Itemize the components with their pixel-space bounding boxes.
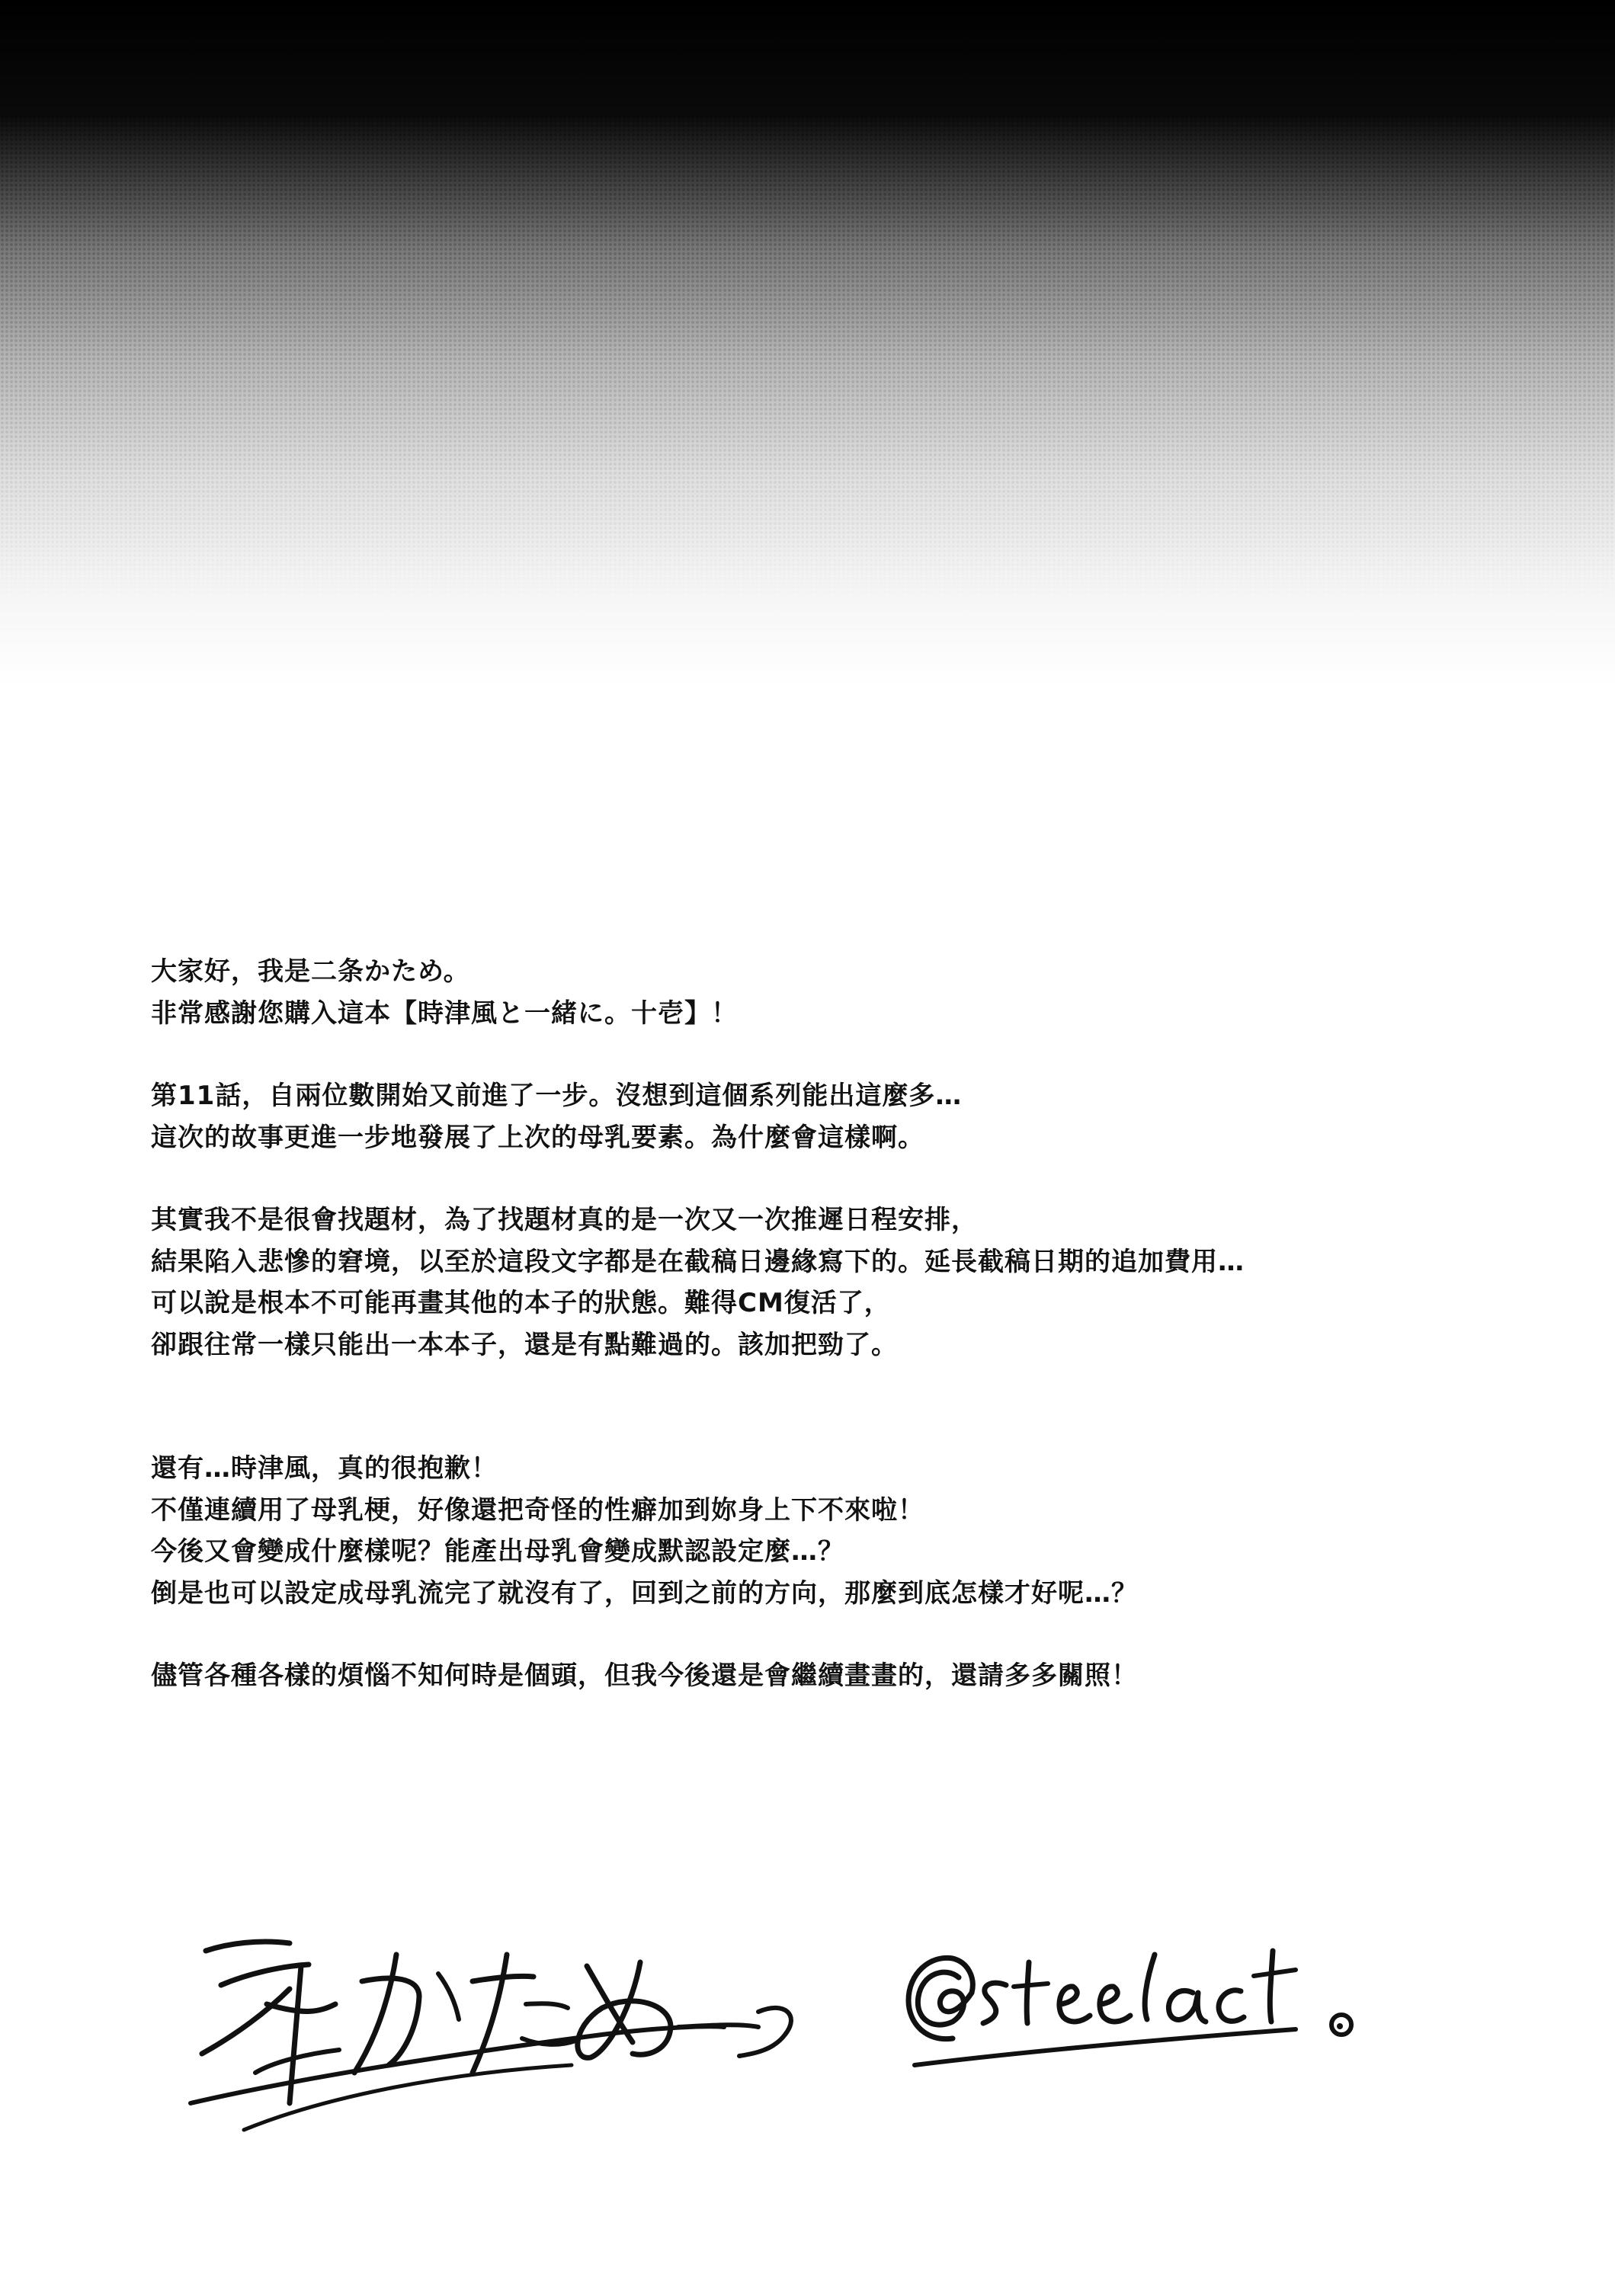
greeting-paragraph [151, 951, 1492, 1034]
text-line: 其實我不是很會找題材，為了找題材真的是一次又一次推遲日程安排， [151, 1205, 978, 1235]
text-line: 儘管各種各樣的煩惱不知何時是個頭，但我今後還是會繼續畫畫的，還請多多關照！ [151, 1660, 1138, 1691]
text-line: 今後又會變成什麼樣呢？能產出母乳會變成默認設定麼…？ [151, 1536, 844, 1567]
author-handle-signature [899, 1932, 1372, 2069]
paragraph-1 [151, 1075, 1492, 1158]
afterword-text [151, 951, 1492, 1697]
author-signature [175, 1920, 808, 2141]
text-line: 這次的故事更進一步地發展了上次的母乳要素。為什麼會這樣啊。 [151, 1122, 924, 1153]
text-line: 可以說是根本不可能再畫其他的本子的狀態。難得CM復活了， [151, 1288, 891, 1318]
text-line: 第11話，自兩位數開始又前進了一步。沒想到這個系列能出這麼多… [151, 1081, 963, 1111]
text-line: 非常感謝您購入這本【時津風と一緒に。十壱】！ [151, 997, 738, 1029]
paragraph-4 [151, 1655, 1492, 1697]
text-line: 結果陷入悲慘的窘境，以至於這段文字都是在截稿日邊緣寫下的。延長截稿日期的追加費用… [151, 1246, 1245, 1277]
halftone-screen [0, 114, 1615, 610]
text-line: 還有…時津風，真的很抱歉！ [151, 1453, 498, 1484]
text-line: 大家好，我是二条かため。 [151, 956, 470, 987]
paragraph-3 [151, 1448, 1492, 1614]
text-line: 不僅連續用了母乳梗，好像還把奇怪的性癖加到妳身上下不來啦！ [151, 1494, 924, 1526]
text-line: 卻跟往常一樣只能出一本本子，還是有點難過的。該加把勁了。 [151, 1329, 898, 1360]
text-line: 倒是也可以設定成母乳流完了就沒有了，回到之前的方向，那麼到底怎樣才好呢…？ [151, 1577, 1138, 1609]
paragraph-2 [151, 1199, 1492, 1366]
